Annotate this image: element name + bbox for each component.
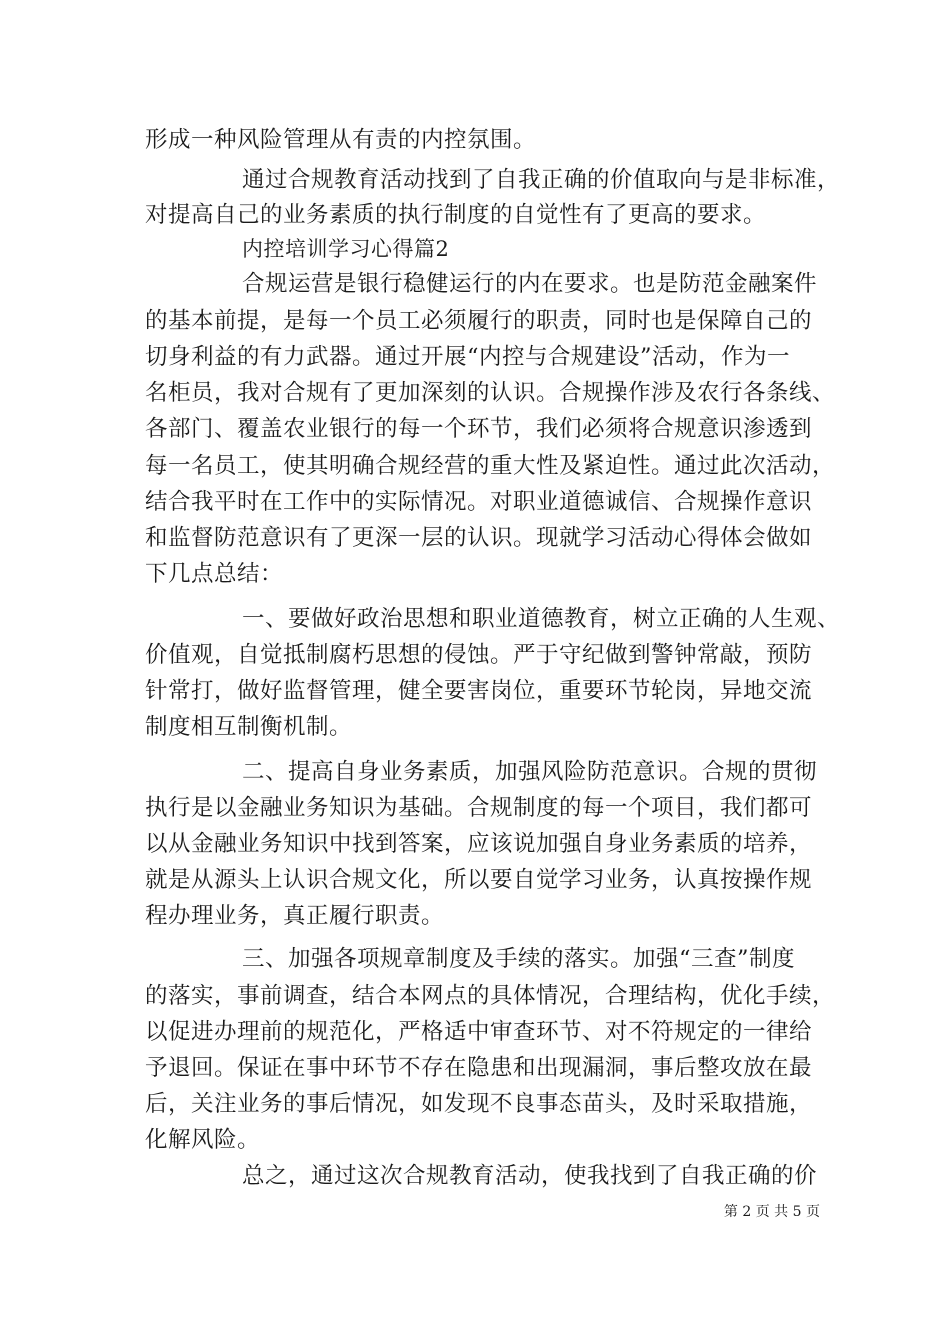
text-line: 的落实，事前调查，结合本网点的具体情况，合理结构，优化手续， bbox=[145, 983, 836, 1009]
text-line: 对提高自己的业务素质的执行制度的自觉性有了更高的要求。 bbox=[145, 202, 767, 228]
text-line: 执行是以金融业务知识为基础。合规制度的每一个项目，我们都可 bbox=[145, 795, 813, 821]
text-line: 以促进办理前的规范化，严格适中审查环节、对不符规定的一律给 bbox=[145, 1019, 813, 1045]
text-line: 各部门、覆盖农业银行的每一个环节，我们必须将合规意识渗透到 bbox=[145, 416, 813, 442]
text-line: 名柜员，我对合规有了更加深刻的认识。合规操作涉及农行各条线、 bbox=[145, 380, 836, 406]
text-line: 后，关注业务的事后情况，如发现不良事态苗头，及时采取措施， bbox=[145, 1091, 813, 1117]
text-line: 程办理业务，真正履行职责。 bbox=[145, 903, 445, 929]
text-line: 合规运营是银行稳健运行的内在要求。也是防范金融案件 bbox=[242, 271, 818, 297]
text-line: 价值观，自觉抵制腐朽思想的侵蚀。严于守纪做到警钟常敲，预防 bbox=[145, 642, 813, 668]
text-line: 通过合规教育活动找到了自我正确的价值取向与是非标准， bbox=[242, 167, 841, 193]
text-line: 针常打，做好监督管理，健全要害岗位，重要环节轮岗，异地交流 bbox=[145, 678, 813, 704]
text-line: 形成一种风险管理从有责的内控氛围。 bbox=[145, 127, 537, 153]
text-line: 化解风险。 bbox=[145, 1127, 261, 1153]
text-line: 和监督防范意识有了更深一层的认识。现就学习活动心得体会做如 bbox=[145, 525, 813, 551]
text-line: 三、加强各项规章制度及手续的落实。加强“三查”制度 bbox=[242, 946, 796, 972]
text-line: 的基本前提，是每一个员工必须履行的职责，同时也是保障自己的 bbox=[145, 308, 813, 334]
text-line: 每一名员工，使其明确合规经营的重大性及紧迫性。通过此次活动， bbox=[145, 453, 836, 479]
text-line: 予退回。保证在事中环节不存在隐患和出现漏洞，事后整攻放在最 bbox=[145, 1055, 813, 1081]
text-line: 制度相互制衡机制。 bbox=[145, 714, 353, 740]
text-line: 一、要做好政治思想和职业道德教育，树立正确的人生观、 bbox=[242, 606, 841, 632]
text-line: 切身利益的有力武器。通过开展“内控与合规建设”活动，作为一 bbox=[145, 344, 791, 370]
section-heading: 内控培训学习心得篇2 bbox=[242, 237, 450, 261]
text-line: 就是从源头上认识合规文化，所以要自觉学习业务，认真按操作规 bbox=[145, 867, 813, 893]
text-line: 下几点总结： bbox=[145, 561, 284, 587]
text-line: 以从金融业务知识中找到答案，应该说加强自身业务素质的培养， bbox=[145, 831, 813, 857]
text-line: 结合我平时在工作中的实际情况。对职业道德诚信、合规操作意识 bbox=[145, 489, 813, 515]
page-number: 第 2 页 共 5 页 bbox=[723, 1204, 820, 1220]
text-line: 二、提高自身业务素质，加强风险防范意识。合规的贯彻 bbox=[242, 759, 818, 785]
text-line: 总之，通过这次合规教育活动，使我找到了自我正确的价 bbox=[242, 1163, 818, 1189]
